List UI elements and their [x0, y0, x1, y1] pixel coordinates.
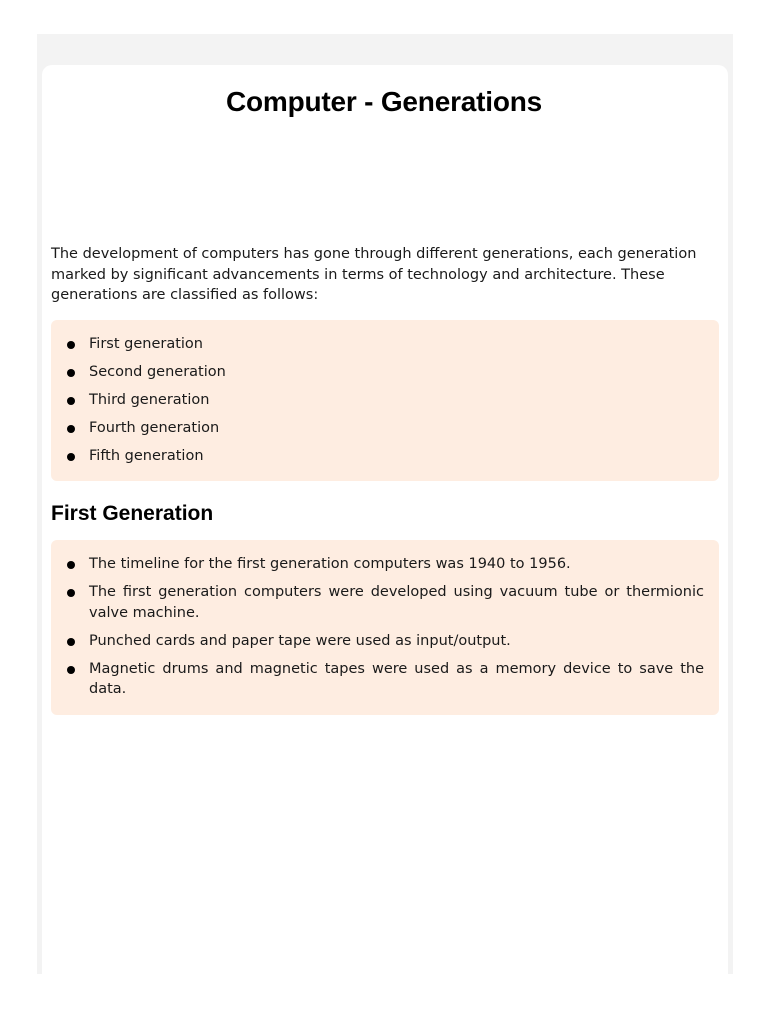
bullet-icon [67, 369, 75, 377]
list-item [51, 362, 719, 382]
first-generation-list [51, 540, 719, 700]
list-item [51, 582, 719, 623]
list-item [51, 390, 719, 410]
list-item [51, 659, 719, 700]
list-item-text: Magnetic drums and magnetic tapes were used as a memory device to save the data. [89, 660, 704, 697]
list-item-text: First generation [89, 336, 203, 352]
list-item-text: Fourth generation [89, 420, 220, 436]
generations-list [51, 320, 719, 466]
list-item-text: Fifth generation [89, 448, 204, 464]
list-item [51, 418, 719, 438]
bullet-icon [67, 638, 75, 646]
list-item-text: The timeline for the first generation computers was 1940 to 1956. [89, 556, 571, 572]
list-item-text: Punched cards and paper tape were used as input/output. [89, 632, 511, 649]
bullet-icon [67, 589, 75, 597]
list-item [51, 446, 719, 466]
list-item [51, 334, 719, 354]
bullet-icon [67, 397, 75, 405]
list-item-text: Second generation [89, 364, 226, 380]
bullet-icon [67, 453, 75, 461]
list-item-text: The first generation computers were developed using vacuum tube or thermionic valve machine. [89, 584, 704, 621]
section-heading-first-generation: First Generation [51, 502, 214, 525]
generations-list-box [51, 320, 719, 481]
list-item [51, 631, 719, 652]
intro-paragraph: The development of computers has gone through different generations, each generation marked by significant advancements in terms of technology and architecture. These generations are classified as follows: [51, 246, 697, 303]
page-title: Computer - Generations [225, 86, 543, 117]
list-item-text: Third generation [89, 392, 210, 408]
bullet-icon [67, 561, 75, 569]
bullet-icon [67, 425, 75, 433]
first-generation-list-box [51, 540, 719, 715]
bullet-icon [67, 341, 75, 349]
bullet-icon [67, 666, 75, 674]
list-item [51, 554, 719, 575]
